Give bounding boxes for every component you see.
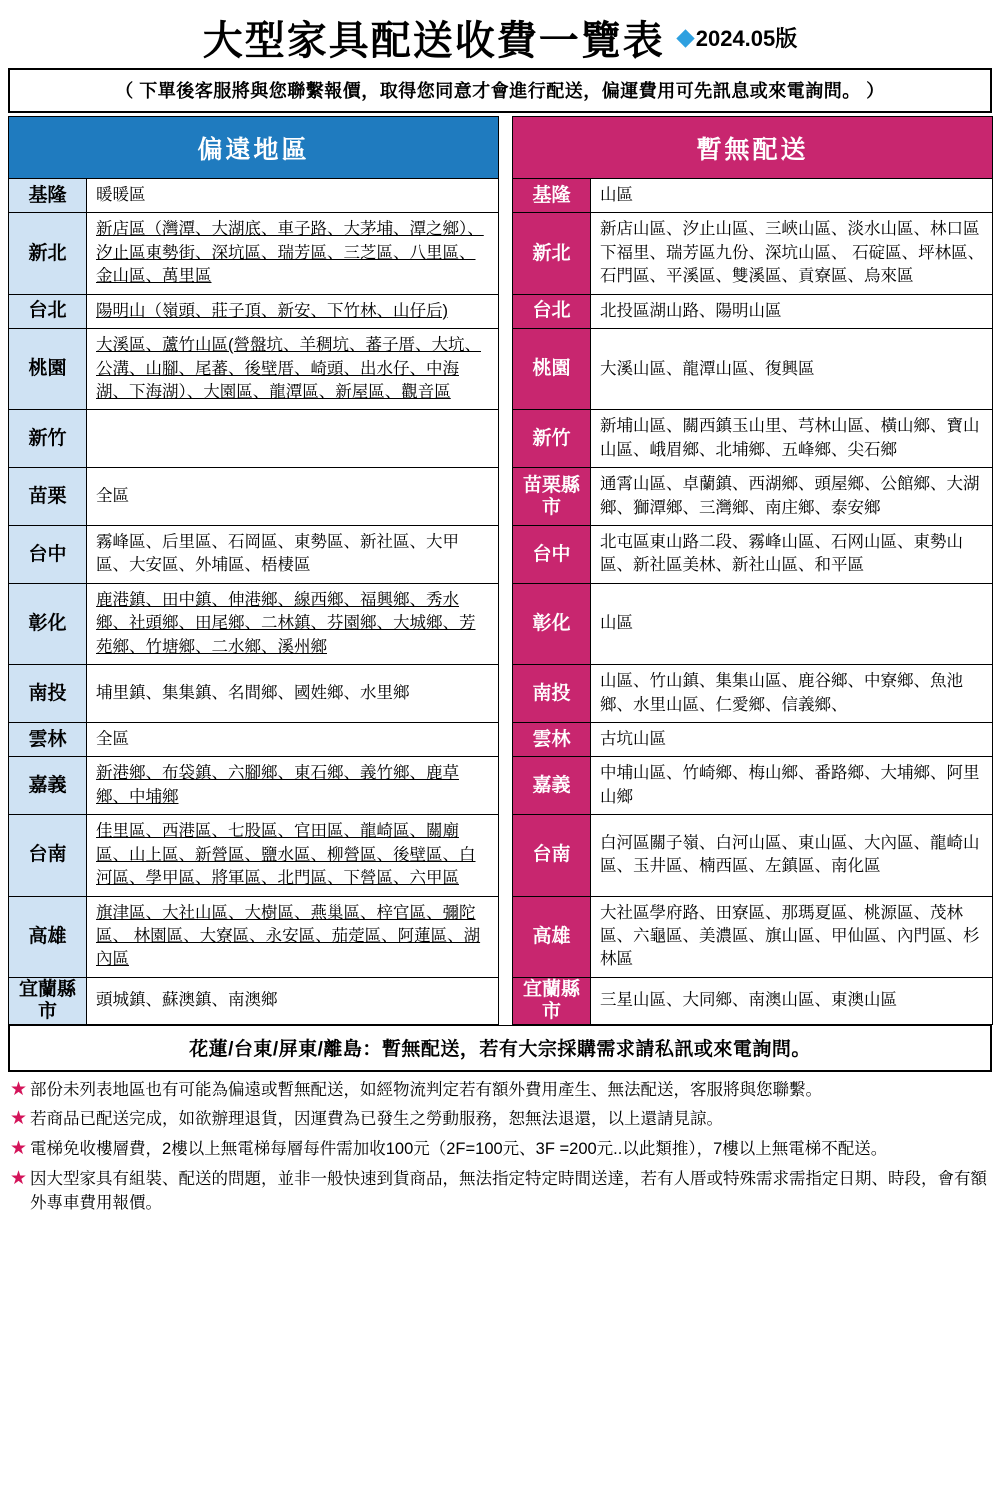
no-delivery-region-areas: 北投區湖山路、陽明山區 <box>591 294 993 328</box>
column-spacer <box>499 815 513 896</box>
no-delivery-region-areas: 中埔山區、竹崎鄉、梅山鄉、番路鄉、大埔鄉、阿里山鄉 <box>591 757 993 815</box>
column-spacer <box>499 583 513 664</box>
bullet-item <box>10 1138 990 1162</box>
column-spacer <box>499 757 513 815</box>
table-row <box>9 179 993 213</box>
star-icon: ★ <box>10 1168 28 1190</box>
table-row <box>9 526 993 584</box>
title-bar <box>8 6 992 68</box>
remote-region-areas: 大溪區、蘆竹山區(營盤坑、羊稠坑、蕃子厝、大坑、公溝、山腳、尾蕃、後壁厝、崎頭、出水仔、中海湖、下海湖）、大園區、龍潭區、新屋區、觀音區 <box>87 329 499 410</box>
no-delivery-region-areas: 三星山區、大同鄉、南澳山區、東澳山區 <box>591 977 993 1024</box>
fee-table <box>8 116 993 1025</box>
remote-region-areas: 鹿港鎮、田中鎮、伸港鄉、線西鄉、福興鄉、秀水鄉、社頭鄉、田尾鄉、二林鎮、芬園鄉、大城鄉、芳苑鄉、竹塘鄉、二水鄉、溪州鄉 <box>87 583 499 664</box>
table-row <box>9 977 993 1024</box>
version-badge <box>679 22 798 53</box>
remote-region-label: 雲林 <box>9 723 87 757</box>
remote-region-areas: 暖暖區 <box>87 179 499 213</box>
remote-region-areas: 陽明山（嶺頭、莊子頂、新安、下竹林、山仔后) <box>87 294 499 328</box>
table-row <box>9 665 993 723</box>
header-remote: 偏遠地區 <box>9 117 499 179</box>
no-delivery-region-areas: 大溪山區、龍潭山區、復興區 <box>591 329 993 410</box>
table-row <box>9 723 993 757</box>
no-delivery-region-label: 彰化 <box>513 583 591 664</box>
column-spacer <box>499 117 513 179</box>
remote-region-label: 彰化 <box>9 583 87 664</box>
no-delivery-region-areas: 白河區關子嶺、白河山區、東山區、大內區、龍崎山區、玉井區、楠西區、左鎮區、南化區 <box>591 815 993 896</box>
remote-region-areas: 新店區（灣潭、大湖底、車子路、大茅埔、潭之鄉）、汐止區東勢街、深坑區、瑞芳區、三芝區、八里區、金山區、萬里區 <box>87 213 499 294</box>
column-spacer <box>499 665 513 723</box>
remote-region-areas: 全區 <box>87 723 499 757</box>
bullet-text: 電梯免收樓層費，2樓以上無電梯每層每件需加收100元（2F=100元、3F =200元..以此類推），7樓以上無電梯不配送。 <box>30 1140 888 1159</box>
bullet-list <box>8 1079 992 1217</box>
no-delivery-region-label: 新北 <box>513 213 591 294</box>
remote-region-label: 苗栗 <box>9 468 87 526</box>
table-row <box>9 583 993 664</box>
remote-region-label: 新竹 <box>9 410 87 468</box>
no-delivery-region-areas: 北屯區東山路二段、霧峰山區、石网山區、東勢山區、新社區美林、新社山區、和平區 <box>591 526 993 584</box>
table-row <box>9 468 993 526</box>
column-spacer <box>499 329 513 410</box>
header-none: 暫無配送 <box>513 117 993 179</box>
remote-region-label: 宜蘭縣市 <box>9 977 87 1024</box>
notice-bar: （ 下單後客服將與您聯繫報價，取得您同意才會進行配送，偏運費用可先訊息或來電詢問。 ） <box>8 68 992 113</box>
no-delivery-region-areas: 新埔山區、關西鎮玉山里、芎林山區、橫山鄉、寶山山區、峨眉鄉、北埔鄉、五峰鄉、尖石鄉 <box>591 410 993 468</box>
remote-region-label: 桃園 <box>9 329 87 410</box>
star-icon: ★ <box>10 1108 28 1130</box>
column-spacer <box>499 213 513 294</box>
column-spacer <box>499 723 513 757</box>
no-delivery-region-label: 台北 <box>513 294 591 328</box>
bullet-text: 若商品已配送完成，如欲辦理退貨，因運費為已發生之勞動服務，恕無法退還，以上還請見諒。 <box>30 1110 724 1129</box>
bullet-item <box>10 1079 990 1103</box>
remote-region-areas: 佳里區、西港區、七股區、官田區、龍崎區、關廟區、山上區、新營區、鹽水區、柳營區、後壁區、白河區、學甲區、將軍區、北門區、下營區、六甲區 <box>87 815 499 896</box>
table-header-row <box>9 117 993 179</box>
table-row <box>9 213 993 294</box>
remote-region-areas: 霧峰區、后里區、石岡區、東勢區、新社區、大甲區、大安區、外埔區、梧棲區 <box>87 526 499 584</box>
column-spacer <box>499 468 513 526</box>
remote-region-label: 台北 <box>9 294 87 328</box>
star-icon: ★ <box>10 1078 28 1100</box>
remote-region-label: 高雄 <box>9 896 87 977</box>
no-delivery-region-areas: 山區、竹山鎮、集集山區、鹿谷鄉、中寮鄉、魚池鄉、水里山區、仁愛鄉、信義鄉、 <box>591 665 993 723</box>
no-delivery-region-areas: 大社區學府路、田寮區、那瑪夏區、桃源區、茂林區、六龜區、美濃區、旗山區、甲仙區、內門區、杉林區 <box>591 896 993 977</box>
bullet-text: 因大型家具有組裝、配送的問題，並非一般快速到貨商品，無法指定特定時間送達，若有人厝或特殊需求需指定日期、時段，會有額外專車費用報價。 <box>30 1170 988 1213</box>
table-row <box>9 329 993 410</box>
column-spacer <box>499 977 513 1024</box>
bullet-item <box>10 1108 990 1132</box>
star-icon: ★ <box>10 1138 28 1160</box>
column-spacer <box>499 896 513 977</box>
remote-region-areas: 旗津區、大社山區、大樹區、燕巢區、梓官區、彌陀區、 林園區、大寮區、永安區、茄萣區、阿蓮區、湖內區 <box>87 896 499 977</box>
remote-region-areas <box>87 410 499 468</box>
no-delivery-region-label: 雲林 <box>513 723 591 757</box>
no-delivery-region-areas: 新店山區、汐止山區、三峽山區、淡水山區、林口區下福里、瑞芳區九份、深坑山區、 石碇區、坪林區、石門區、平溪區、雙溪區、貢寮區、烏來區 <box>591 213 993 294</box>
footer-note: 花蓮/台東/屏東/離島：暫無配送，若有大宗採購需求請私訊或來電詢問。 <box>8 1025 992 1072</box>
no-delivery-region-areas: 山區 <box>591 179 993 213</box>
remote-region-label: 新北 <box>9 213 87 294</box>
no-delivery-region-label: 基隆 <box>513 179 591 213</box>
no-delivery-region-label: 嘉義 <box>513 757 591 815</box>
column-spacer <box>499 526 513 584</box>
remote-region-areas: 頭城鎮、蘇澳鎮、南澳鄉 <box>87 977 499 1024</box>
remote-region-label: 台南 <box>9 815 87 896</box>
column-spacer <box>499 179 513 213</box>
no-delivery-region-label: 新竹 <box>513 410 591 468</box>
table-row <box>9 815 993 896</box>
no-delivery-region-label: 高雄 <box>513 896 591 977</box>
no-delivery-region-areas: 通霄山區、卓蘭鎮、西湖鄉、頭屋鄉、公館鄉、大湖鄉、獅潭鄉、三灣鄉、南庄鄉、泰安鄉 <box>591 468 993 526</box>
diamond-icon <box>676 29 694 47</box>
no-delivery-region-label: 苗栗縣市 <box>513 468 591 526</box>
remote-region-label: 嘉義 <box>9 757 87 815</box>
no-delivery-region-label: 南投 <box>513 665 591 723</box>
column-spacer <box>499 294 513 328</box>
no-delivery-region-label: 宜蘭縣市 <box>513 977 591 1024</box>
table-row <box>9 896 993 977</box>
remote-region-areas: 新港鄉、布袋鎮、六腳鄉、東石鄉、義竹鄉、鹿草鄉、中埔鄉 <box>87 757 499 815</box>
remote-region-areas: 全區 <box>87 468 499 526</box>
bullet-item <box>10 1168 990 1216</box>
no-delivery-region-label: 桃園 <box>513 329 591 410</box>
remote-region-areas: 埔里鎮、集集鎮、名間鄉、國姓鄉、水里鄉 <box>87 665 499 723</box>
remote-region-label: 南投 <box>9 665 87 723</box>
bullet-text: 部份未列表地區也有可能為偏遠或暫無配送，如經物流判定若有額外費用產生、無法配送，客服將與您聯繫。 <box>30 1080 823 1099</box>
table-row <box>9 410 993 468</box>
remote-region-label: 台中 <box>9 526 87 584</box>
table-row <box>9 757 993 815</box>
no-delivery-region-areas: 山區 <box>591 583 993 664</box>
page-title: 大型家具配送收費一覽表 <box>202 18 665 63</box>
column-spacer <box>499 410 513 468</box>
table-row <box>9 294 993 328</box>
version-label: 2024.05版 <box>695 25 798 51</box>
no-delivery-region-label: 台中 <box>513 526 591 584</box>
no-delivery-region-areas: 古坑山區 <box>591 723 993 757</box>
no-delivery-region-label: 台南 <box>513 815 591 896</box>
remote-region-label: 基隆 <box>9 179 87 213</box>
